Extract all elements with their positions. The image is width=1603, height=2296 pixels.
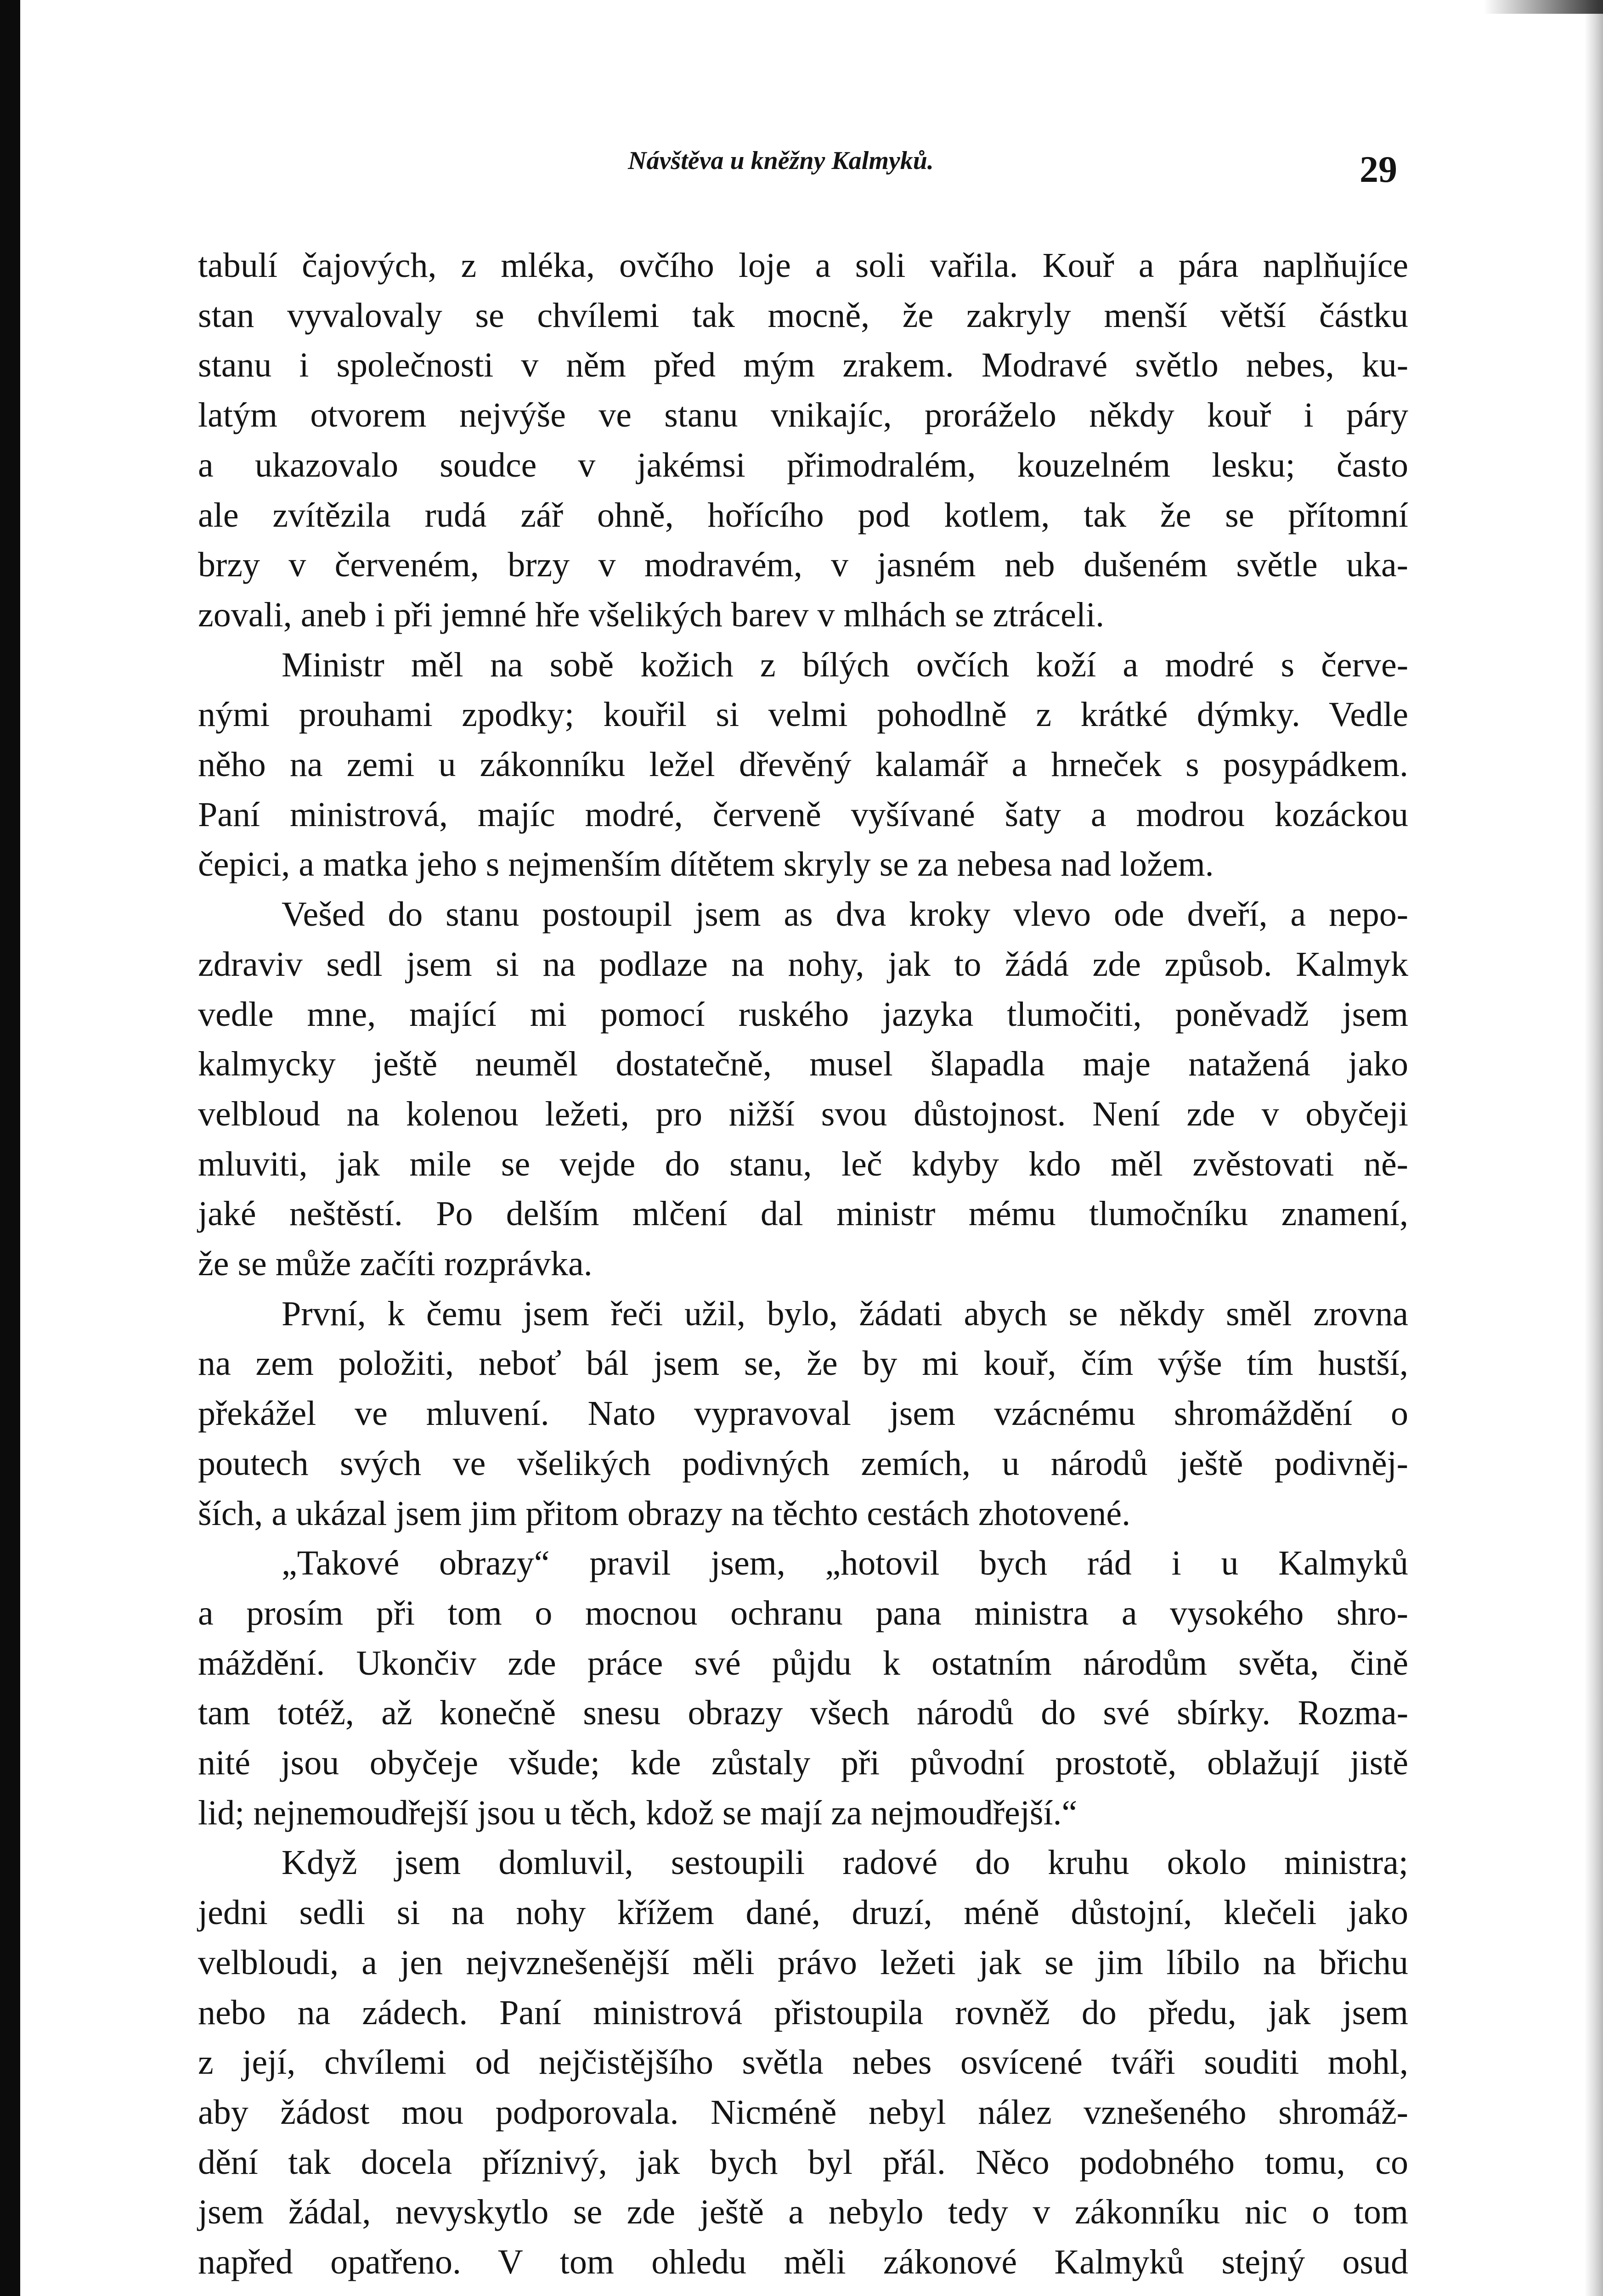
text-line: nité jsou obyčeje všude; kde zůstaly při původní prostotě, oblažují jistě bbox=[198, 1744, 1408, 1782]
text-line: z její, chvílemi od nejčistějšího světla nebes osvícené tváři souditi mohl, bbox=[198, 2043, 1408, 2082]
text-line: tabulí čajových, z mléka, ovčího loje a soli vařila. Kouř a pára naplňujíce bbox=[198, 246, 1408, 285]
text-line: a ukazovalo soudce v jakémsi přimodralém, kouzelném lesku; často bbox=[198, 445, 1408, 484]
scan-right-edge bbox=[1585, 0, 1603, 2296]
text-line: Paní ministrová, majíc modré, červeně vyšívané šaty a modrou kozáckou bbox=[198, 795, 1408, 834]
text-line: ších, a ukázal jsem jim přitom obrazy na těchto cestách zhotovené. bbox=[198, 1494, 1131, 1533]
text-line: jaké neštěstí. Po delším mlčení dal ministr mému tlumočníku znamení, bbox=[198, 1194, 1408, 1233]
running-head: Návštěva u kněžny Kalmyků. bbox=[628, 146, 934, 175]
text-line: jedni sedli si na nohy křížem dané, druzí, méně důstojní, klečeli jako bbox=[198, 1893, 1408, 1932]
text-line: že se může začíti rozprávka. bbox=[198, 1244, 593, 1283]
text-line: ale zvítězila rudá zář ohně, hořícího pod kotlem, tak že se přítomní bbox=[198, 495, 1408, 535]
text-line: na zem položiti, neboť bál jsem se, že by mi kouř, čím výše tím hustší, bbox=[198, 1344, 1408, 1383]
text-line: První, k čemu jsem řeči užil, bylo, žádati abych se někdy směl zrovna bbox=[282, 1294, 1408, 1333]
text-line: jsem žádal, nevyskytlo se zde ještě a nebylo tedy v zákonníku nic o tom bbox=[198, 2193, 1408, 2232]
text-line: máždění. Ukončiv zde práce své půjdu k ostatním národům světa, čině bbox=[198, 1643, 1408, 1683]
text-line: vedle mne, mající mi pomocí ruského jazyka tlumočiti, poněvadž jsem bbox=[198, 995, 1408, 1034]
text-line: nými prouhami zpodky; kouřil si velmi pohodlně z krátké dýmky. Vedle bbox=[198, 695, 1408, 734]
text-line: a prosím při tom o mocnou ochranu pana ministra a vysokého shro- bbox=[198, 1593, 1408, 1632]
text-line: brzy v červeném, brzy v modravém, v jasném neb dušeném světle uka- bbox=[198, 546, 1408, 585]
text-line: nebo na zádech. Paní ministrová přistoupila rovněž do předu, jak jsem bbox=[198, 1993, 1408, 2032]
text-line: napřed opatřeno. V tom ohledu měli zákonové Kalmyků stejný osud bbox=[198, 2243, 1408, 2281]
text-line: Vešed do stanu postoupil jsem as dva kroky vlevo ode dveří, a nepo- bbox=[282, 895, 1408, 934]
text-line: mluviti, jak mile se vejde do stanu, leč kdyby kdo měl zvěstovati ně- bbox=[198, 1144, 1408, 1183]
text-line: tam totéž, až konečně snesu obrazy všech národů do své sbírky. Rozma- bbox=[198, 1694, 1408, 1733]
text-line: překážel ve mluvení. Nato vypravoval jsem vzácnému shromáždění o bbox=[198, 1394, 1408, 1433]
text-line: čepici, a matka jeho s nejmenším dítětem skryly se za nebesa nad ložem. bbox=[198, 845, 1214, 884]
scan-left-edge bbox=[0, 0, 20, 2296]
text-line: Když jsem domluvil, sestoupili radové do kruhu okolo ministra; bbox=[282, 1843, 1408, 1882]
scan-corner-shadow bbox=[1484, 0, 1603, 14]
text-line: zovali, aneb i při jemné hře všelikých barev v mlhách se ztráceli. bbox=[198, 595, 1105, 634]
text-line: velbloud na kolenou ležeti, pro nižší svou důstojnost. Není zde v obyčeji bbox=[198, 1094, 1408, 1133]
text-line: stan vyvalovaly se chvílemi tak mocně, že zakryly menší větší částku bbox=[198, 296, 1408, 335]
text-line: kalmycky ještě neuměl dostatečně, musel šlapadla maje natažená jako bbox=[198, 1045, 1408, 1084]
page-number: 29 bbox=[1360, 148, 1397, 190]
text-line: velbloudi, a jen nejvznešenější měli právo ležeti jak se jim líbilo na břichu bbox=[198, 1943, 1408, 1982]
text-line: dění tak docela příznivý, jak bych byl přál. Něco podobného tomu, co bbox=[198, 2143, 1408, 2182]
text-line: Ministr měl na sobě kožich z bílých ovčích koží a modré s červe- bbox=[282, 645, 1408, 684]
text-line: latým otvorem nejvýše ve stanu vnikajíc, proráželo někdy kouř i páry bbox=[198, 396, 1408, 435]
text-line: lid; nejnemoudřejší jsou u těch, kdož se mají za nejmoudřejší.“ bbox=[198, 1793, 1078, 1832]
text-line: „Takové obrazy“ pravil jsem, „hotovil bych rád i u Kalmyků bbox=[282, 1544, 1408, 1583]
text-line: aby žádost mou podporovala. Nicméně nebyl nález vznešeného shromáž- bbox=[198, 2093, 1408, 2132]
text-line: poutech svých ve všelikých podivných zemích, u národů ještě podivněj- bbox=[198, 1444, 1408, 1483]
text-line: zdraviv sedl jsem si na podlaze na nohy, jak to žádá zde způsob. Kalmyk bbox=[198, 945, 1408, 984]
text-line: něho na zemi u zákonníku ležel dřevěný kalamář a hrneček s posypádkem. bbox=[198, 745, 1408, 784]
text-line: stanu i společnosti v něm před mým zrakem. Modravé světlo nebes, ku- bbox=[198, 346, 1408, 385]
